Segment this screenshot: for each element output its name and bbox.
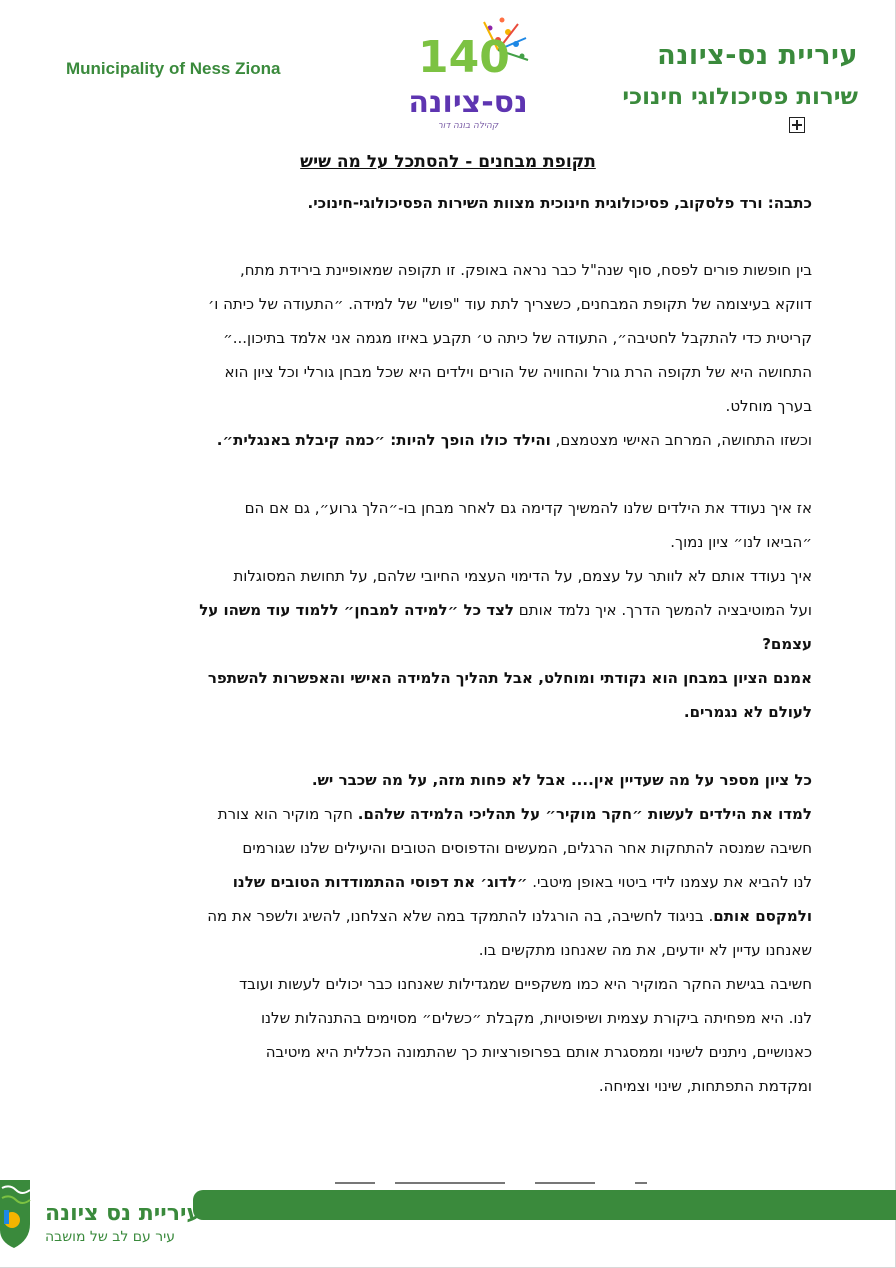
text-line: דווקא בעיצומה של תקופת המבחנים, כשצריך לתת עוד "פוש" של למידה. ״התעודה של כיתה ו׳ <box>208 295 812 313</box>
text-line <box>92 797 812 831</box>
text-line: לנו. היא מפחיתה ביקורת עצמית ושיפוטיות, מקבלת ״כשלים״ מסוימים בהתנהלות שלנו <box>260 1009 812 1027</box>
municipal-emblem-icon <box>0 1180 34 1250</box>
article-author: כתבה: ורד פלסקוב, פסיכולוגית חינוכית מצוות השירות הפסיכולוגי-חינוכי. <box>307 194 812 212</box>
ness-ziona-140-logo <box>398 10 538 135</box>
bold-text-run: עצמם? <box>762 635 812 653</box>
bold-text-run: והילד כולו הופך להיות: ״כמה קיבלת באנגלית״. <box>216 431 551 449</box>
text-line <box>92 627 812 661</box>
paragraph-1 <box>92 253 812 457</box>
text-line: בין חופשות פורים לפסח, סוף שנה"ל כבר נראה באופק. זו תקופה שמאופיינת בירידת מתח, <box>240 261 812 279</box>
footer-bar <box>193 1190 896 1220</box>
bold-text-run: למדו את הילדים לעשות ״חקר מוקיר״ על תהליכי הלמידה שלהם. <box>357 805 812 823</box>
paragraph-3 <box>92 763 812 1103</box>
service-name: שירות פסיכולוגי חינוכי <box>622 84 858 110</box>
text-run: לנו להביא את עצמנו לידי ביטוי באופן מיטבי. <box>527 873 812 891</box>
text-line: אז איך נעודד את הילדים שלנו להמשיך קדימה גם לאחר מבחן בו-״הלך גרוע״, גם אם הם <box>244 499 812 517</box>
text-line <box>92 695 812 729</box>
bold-text-run: כל ציון מספר על מה שעדיין אין.... אבל לא פחות מזה, על מה שכבר יש. <box>311 771 812 789</box>
bold-text-run: ולמקסם אותם <box>713 907 812 925</box>
bold-text-run: אמנם הציון במבחן הוא נקודתי ומוחלט, אבל תהליך הלמידה האישי והאפשרות להשתפר <box>207 669 812 687</box>
text-line <box>92 593 812 627</box>
text-line: כאנושיים, ניתנים לשינוי וממסגרת אותם בפרופורציות כך שהתמונה הכללית היא מיטיבה <box>265 1043 812 1061</box>
logo-number: 140 <box>418 32 510 83</box>
text-run: . בניגוד לחשיבה, בה הורגלנו להתמקד במה שלא הצלחנו, להשיג ולשפר את מה <box>207 907 714 925</box>
text-line: בערך מוחלט. <box>725 397 812 415</box>
article-title-text: תקופת מבחנים - להסתכל על מה שיש <box>300 152 596 172</box>
text-line: התחושה היא של תקופה הרת גורל והחוויה של הורים וילדים היא שכל מבחן גורלי וכל ציון הוא <box>224 363 812 381</box>
logo-tagline: קהילה בונה דור <box>437 121 499 131</box>
bold-text-run: ״לדוג׳ את דפוסי ההתמודדות הטובים שלנו <box>232 873 528 891</box>
text-line: קריטית כדי להתקבל לחטיבה״, התעודה של כיתה ט׳ תקבע באיזו מגמה אני אלמד בתיכון...״ <box>223 329 812 347</box>
text-line: שאנחנו עדיין לא יודעים, את מה שאנחנו מתקשים בו. <box>478 941 812 959</box>
text-line: חשיבה שמנסה להתחקות אחר הרגלים, המעשים והדפוסים הטובים והיעילים שלנו שגורמים <box>242 839 812 857</box>
footer-contact-strip <box>335 1180 695 1190</box>
bold-text-run: לצד כל ״למידה למבחן״ ללמוד עוד משהו על <box>199 601 514 619</box>
expand-icon[interactable] <box>789 117 805 133</box>
text-run: חקר מוקיר הוא צורת <box>217 805 358 823</box>
text-run: וכשזו התחושה, המרחב האישי מצטמצם, <box>550 431 812 449</box>
article-title <box>0 152 896 172</box>
bold-text-run: לעולם לא נגמרים. <box>683 703 812 721</box>
text-line <box>92 423 812 457</box>
text-line: איך נעודד אותם לא לוותר על עצמם, על הדימוי העצמי החיובי שלהם, על תחושת המסוגלות <box>233 567 812 585</box>
text-run: ועל המוטיבציה להמשך הדרך. איך נלמד אותם <box>513 601 812 619</box>
footer-logo-name: עיריית נס ציונה <box>45 1201 202 1226</box>
text-line <box>92 865 812 899</box>
text-line <box>92 899 812 933</box>
text-line <box>92 661 812 695</box>
municipality-hebrew-name: עיריית נס-ציונה <box>657 40 858 71</box>
text-line: ״הביאו לנו״ ציון נמוך. <box>670 533 812 551</box>
text-line <box>92 763 812 797</box>
text-line: חשיבה בגישת החקר המוקיר היא כמו משקפיים שמגדילות שאנחנו כבר יכולים לעשות ועובד <box>238 975 812 993</box>
logo-name: נס-ציונה <box>408 85 528 120</box>
footer-slogan: עיר עם לב של מושבה <box>45 1229 176 1245</box>
paragraph-2 <box>92 491 812 729</box>
municipality-english-name: Municipality of Ness Ziona <box>66 59 281 78</box>
text-line: ומקדמת התפתחות, שינוי וצמיחה. <box>598 1077 812 1095</box>
